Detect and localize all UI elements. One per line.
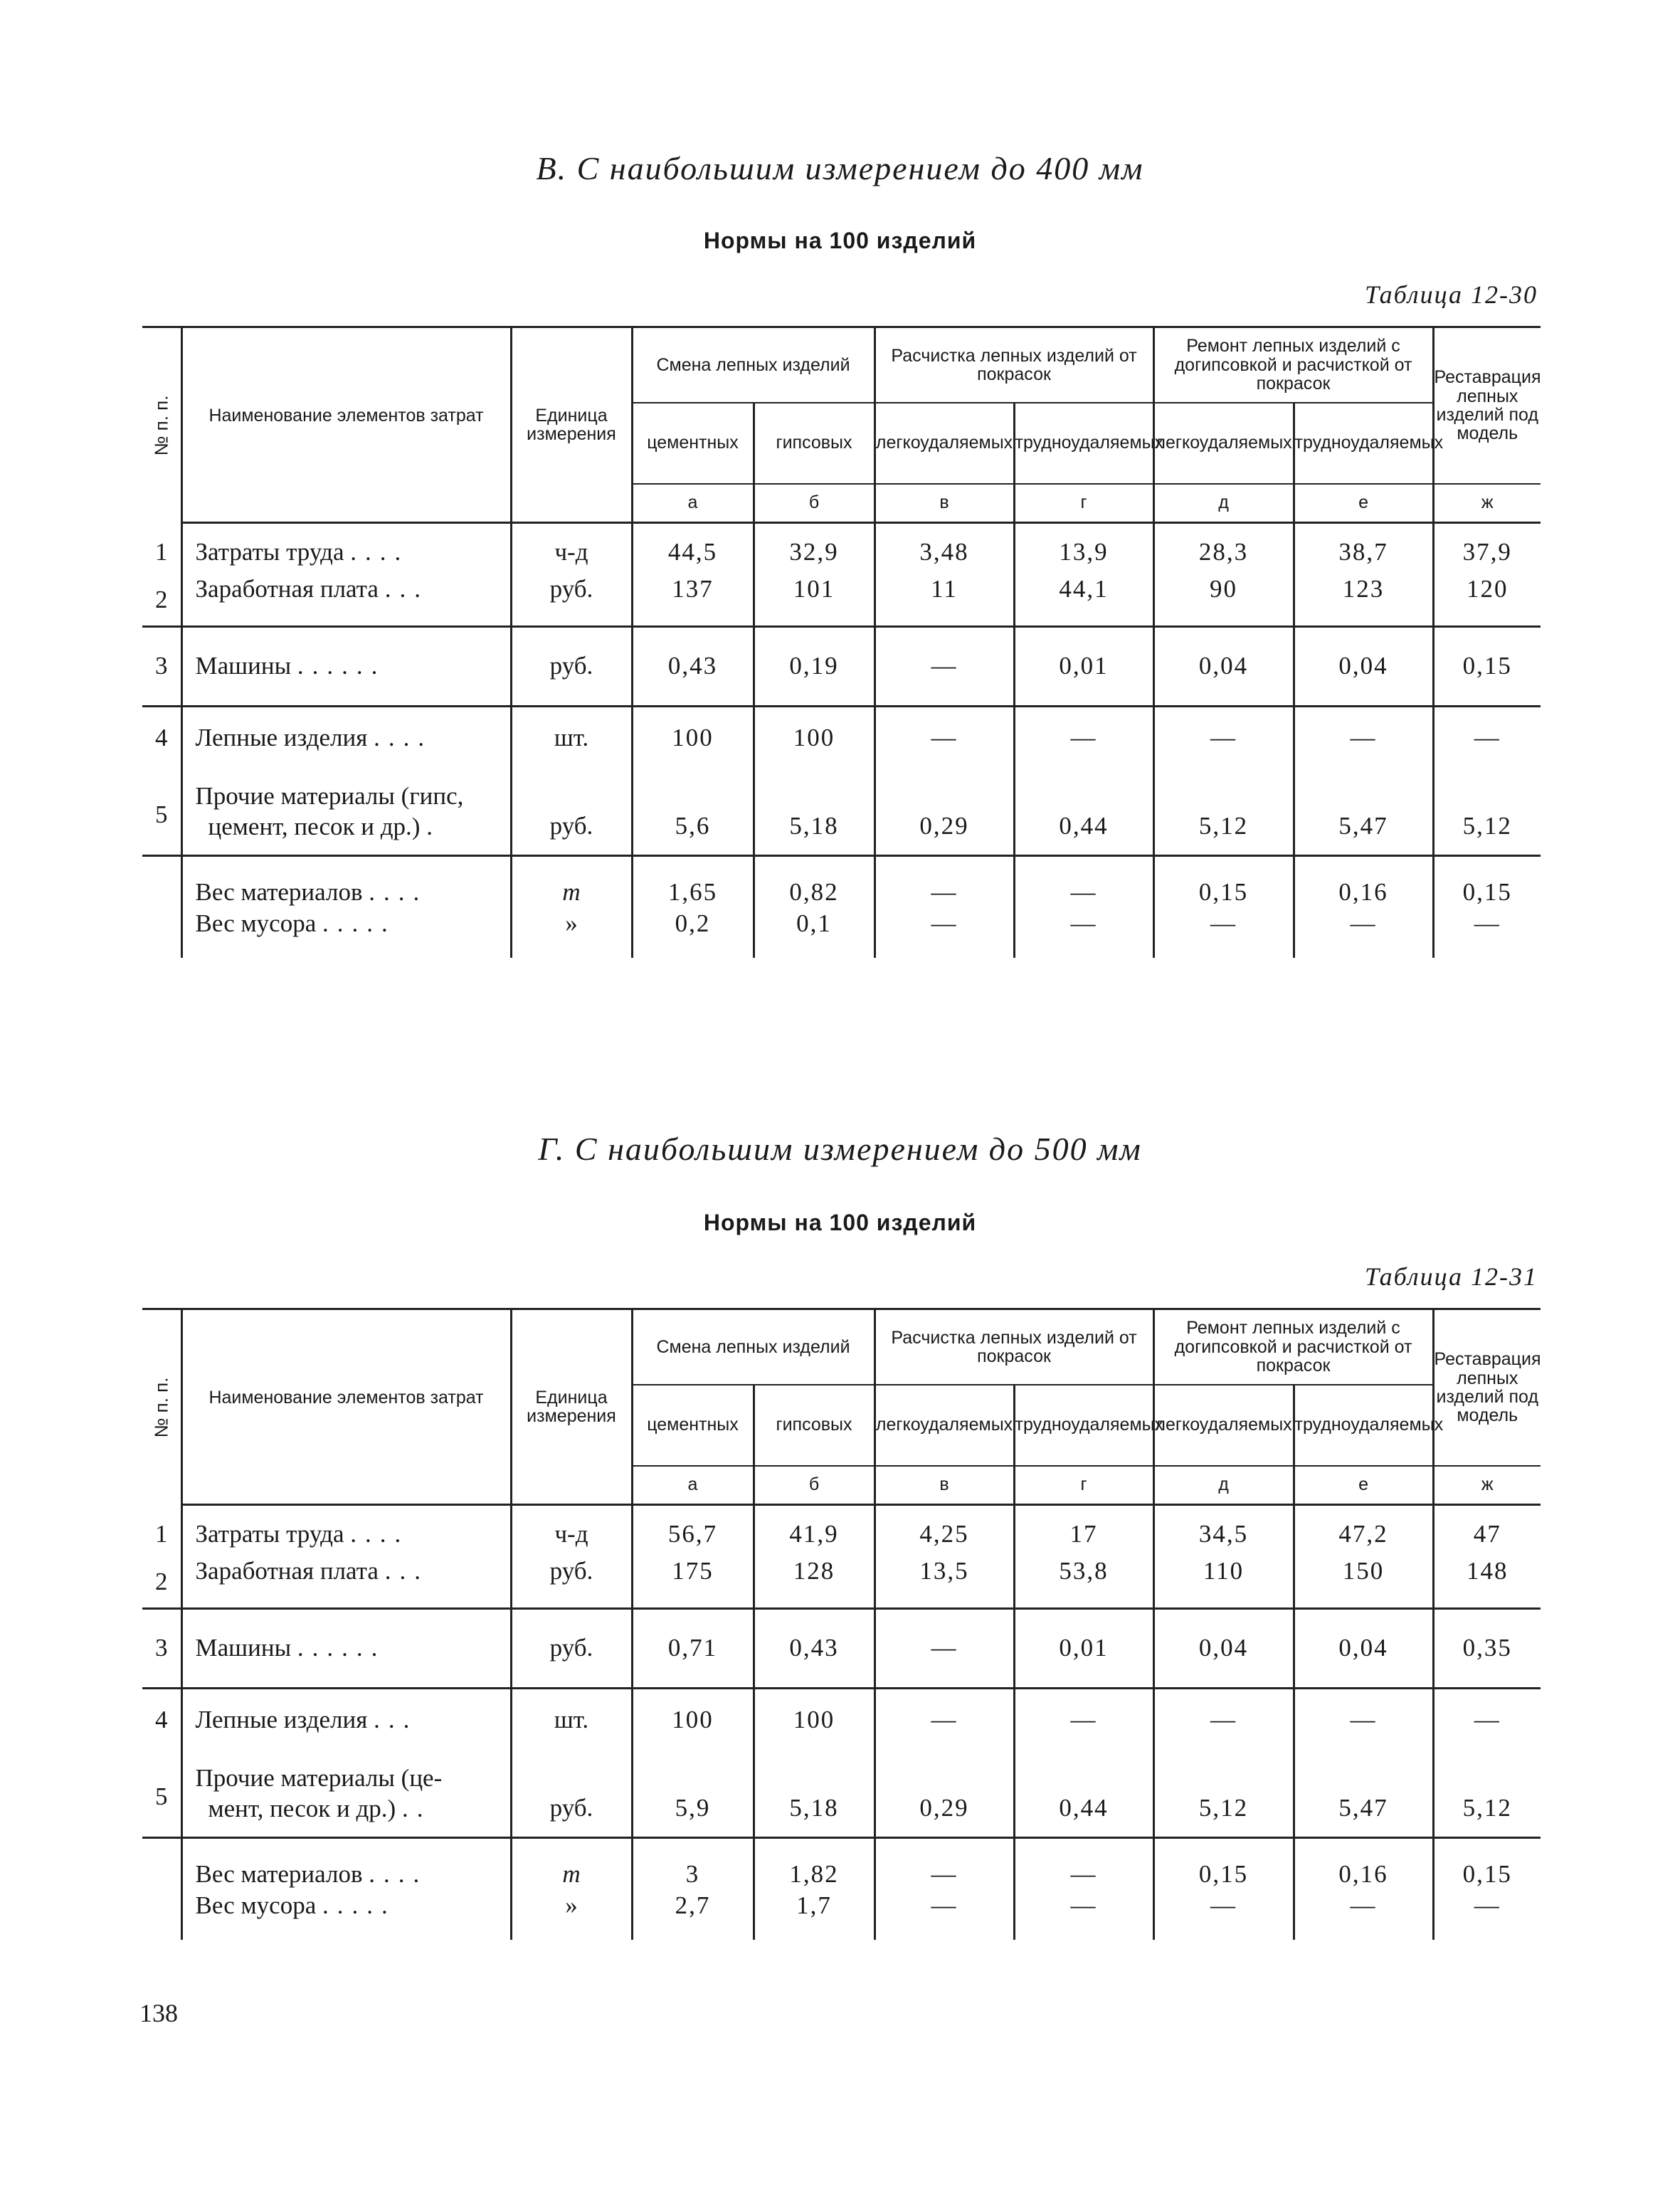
table-label-12-30: Таблица 12-30	[1364, 280, 1538, 309]
letter-zh: ж	[1433, 484, 1541, 523]
table-row: 2 Заработная плата ... руб. 137 101 11 44,1 90 123 120	[142, 566, 1541, 626]
header-group-smena: Смена лепных изделий	[632, 1309, 875, 1385]
header-group-raschistka: Расчистка лепных изделий от покрасок	[875, 1309, 1153, 1385]
header-group-restavratsiya: Реставрация лепных изделий под модель	[1433, 1309, 1541, 1466]
table-row: 2 Заработная плата ... руб. 175 128 13,5 53,8 110 150 148	[142, 1548, 1541, 1608]
header-sub-a: цементных	[632, 1385, 754, 1466]
header-group-raschistka: Расчистка лепных изделий от покрасок	[875, 327, 1153, 403]
norms-table-12-30	[142, 326, 1541, 958]
section-title-g: Г. С наибольшим измерением до 500 мм	[538, 1131, 1142, 1167]
header-name: Наименование элементов затрат	[181, 1309, 511, 1466]
table-row: Вес мусора ..... » 2,7 1,7 — — — — —	[142, 1889, 1541, 1940]
table-row: 5 Прочие материалы (гипс, цемент, песок и др.) . руб. 5,6 5,18 0,29 0,44 5,12 5,47 5,12	[142, 769, 1541, 855]
header-sub-e: трудноудаляемых	[1294, 1385, 1433, 1466]
header-num: № п. п.	[142, 1309, 181, 1505]
letter-a: а	[632, 484, 754, 523]
letter-zh: ж	[1433, 1466, 1541, 1505]
header-name: Наименование элементов затрат	[181, 327, 511, 484]
letter-a: а	[632, 1466, 754, 1505]
table-label-12-31: Таблица 12-31	[1364, 1262, 1538, 1291]
header-group-remont: Ремонт лепных изделий с догипсовкой и расчисткой от покрасок	[1153, 327, 1433, 403]
table-row: Вес материалов .... т 1,65 0,82 — — 0,15 0,16 0,15	[142, 855, 1541, 907]
norms-caption-v: Нормы на 100 изделий	[703, 228, 977, 253]
norms-table-12-31	[142, 1308, 1541, 1940]
header-sub-b: гипсовых	[754, 403, 875, 484]
letter-g: г	[1014, 1466, 1153, 1505]
table-row: Вес материалов .... т 3 1,82 — — 0,15 0,16 0,15	[142, 1837, 1541, 1889]
table-row: Вес мусора ..... » 0,2 0,1 — — — — —	[142, 907, 1541, 958]
letter-v: в	[875, 1466, 1014, 1505]
header-sub-e: трудноудаляемых	[1294, 403, 1433, 484]
header-sub-d: легкоудаляемых	[1153, 1385, 1294, 1466]
header-sub-g: трудноудаляемых	[1014, 403, 1153, 484]
table-row: 1 Затраты труда .... ч-д 56,7 41,9 4,25 17 34,5 47,2 47	[142, 1504, 1541, 1548]
header-unit: Единица измерения	[511, 327, 632, 484]
table-row: 3 Машины ...... руб. 0,71 0,43 — 0,01 0,04 0,04 0,35	[142, 1608, 1541, 1688]
header-group-smena: Смена лепных изделий	[632, 327, 875, 403]
header-sub-v: легкоудаляемых	[875, 403, 1014, 484]
header-sub-b: гипсовых	[754, 1385, 875, 1466]
table-row: 1 Затраты труда .... ч-д 44,5 32,9 3,48 13,9 28,3 38,7 37,9	[142, 522, 1541, 566]
table-row: 5 Прочие материалы (це- мент, песок и др.) .. руб. 5,9 5,18 0,29 0,44 5,12 5,47 5,12	[142, 1751, 1541, 1837]
letter-g: г	[1014, 484, 1153, 523]
letter-e: е	[1294, 484, 1433, 523]
norms-caption-g: Нормы на 100 изделий	[703, 1210, 977, 1235]
letter-d: д	[1153, 1466, 1294, 1505]
table-row: 4 Лепные изделия ... шт. 100 100 — — — — —	[142, 1688, 1541, 1751]
header-group-restavratsiya: Реставрация лепных изделий под модель	[1433, 327, 1541, 484]
table-row: 4 Лепные изделия .... шт. 100 100 — — — — —	[142, 706, 1541, 769]
header-sub-v: легкоудаляемых	[875, 1385, 1014, 1466]
letter-b: б	[754, 1466, 875, 1505]
table-row: 3 Машины ...... руб. 0,43 0,19 — 0,01 0,04 0,04 0,15	[142, 626, 1541, 706]
letter-v: в	[875, 484, 1014, 523]
header-num: № п. п.	[142, 327, 181, 523]
header-sub-d: легкоудаляемых	[1153, 403, 1294, 484]
page-number: 138	[139, 1999, 178, 2027]
section-title-v: В. С наибольшим измерением до 400 мм	[536, 150, 1144, 186]
letter-e: е	[1294, 1466, 1433, 1505]
header-sub-g: трудноудаляемых	[1014, 1385, 1153, 1466]
header-unit: Единица измерения	[511, 1309, 632, 1466]
letter-b: б	[754, 484, 875, 523]
header-group-remont: Ремонт лепных изделий с догипсовкой и расчисткой от покрасок	[1153, 1309, 1433, 1385]
header-sub-a: цементных	[632, 403, 754, 484]
letter-d: д	[1153, 484, 1294, 523]
